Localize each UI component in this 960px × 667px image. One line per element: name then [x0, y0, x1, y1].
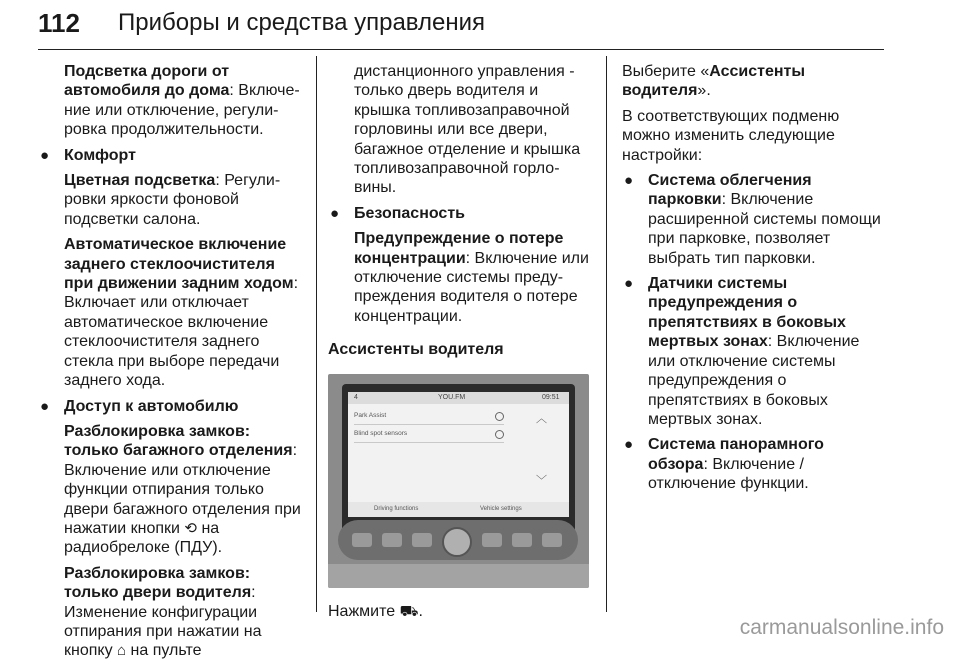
column-divider-2	[606, 56, 607, 612]
paragraph-submenu: В соответствующих подменю можно изменить следующие настройки:	[622, 107, 840, 164]
description: : Включение или отключение, регулировка продолжительности.	[64, 82, 300, 139]
info-icon	[495, 412, 504, 421]
driving-functions-button[interactable]: Driving functions	[374, 505, 419, 512]
page-number: 112	[38, 8, 80, 38]
instruction: Нажмите	[328, 602, 400, 620]
column-2	[328, 62, 594, 627]
column-1	[38, 62, 306, 667]
term: Подсветка дороги от автомобиля до дома	[64, 63, 230, 100]
term: Разблокировка замков: только багажного отделения	[64, 422, 293, 460]
item-title: Безопасность	[354, 204, 465, 222]
description: : Включение расширенной системы помощи при парковке, позволяет выбрать тип парковки.	[648, 191, 881, 267]
menu-row-blind-spot[interactable]	[354, 426, 504, 443]
scroll-down-icon[interactable]: ﹀	[536, 474, 547, 487]
menu-row-label: Park Assist	[354, 411, 387, 419]
item-title: Система панорамного обзора	[648, 436, 824, 473]
header-divider	[38, 49, 884, 50]
page-header	[38, 8, 884, 48]
description: : Регулировки яркости фоновой подсветки салона.	[64, 172, 281, 228]
paragraph-continuation: дистанционного управления - только дверь водителя и крышка топливозаправочной горловины или все двери, багажное отделение и крышка топливозаправочной горловины.	[354, 63, 581, 197]
column-3	[622, 62, 888, 500]
item-title: Комфорт	[64, 146, 136, 164]
bullet-icon: ●	[330, 204, 340, 222]
description: : Изменение конфигурации отпирания при нажатии на кнопку	[64, 584, 262, 660]
paragraph-select	[622, 62, 888, 101]
control-button	[382, 533, 402, 547]
list-item-blind-spot	[622, 274, 888, 429]
control-button	[542, 533, 562, 547]
paragraph-unlock-driver	[38, 564, 306, 661]
instruction-end: .	[418, 602, 423, 620]
list-item-safety	[328, 204, 594, 223]
term: Разблокировка замков: только двери водителя	[64, 564, 252, 602]
list-item-comfort	[38, 146, 306, 165]
description: : Включение или отключение функции отпирания только двери багажного отделения при нажатии кнопки	[64, 442, 301, 537]
list-item-access	[38, 397, 306, 416]
watermark: carmanualsonline.info	[739, 616, 944, 639]
page-title: Приборы и средства управления	[118, 9, 485, 36]
description: : Включение или отключение системы предупреждения водителя о потере концентрации.	[354, 249, 589, 325]
paragraph-ambient-light	[38, 171, 306, 229]
bullet-icon: ●	[624, 275, 634, 293]
control-panel	[338, 520, 578, 560]
item-title: Доступ к автомобилю	[64, 397, 239, 415]
bullet-icon: ●	[40, 397, 50, 415]
control-button	[412, 533, 432, 547]
list-item-park-assist	[622, 171, 888, 268]
bullet-icon: ●	[40, 146, 50, 164]
infotainment-screen-photo	[328, 374, 589, 588]
menu-row-park-assist[interactable]	[354, 408, 504, 425]
menu-row-label: Blind spot sensors	[354, 429, 408, 437]
menu-name: Ассистенты водителя	[622, 63, 806, 100]
key-fob-icon: ⟲	[184, 519, 197, 537]
volume-knob	[442, 527, 472, 557]
description: : Включение / отключение функции.	[648, 455, 809, 493]
control-button	[352, 533, 372, 547]
description: : Включает или отключает автоматическое включение стеклоочистителя заднего стекла при выборе передачи заднего хода.	[64, 275, 299, 390]
dashboard-strip	[328, 564, 589, 588]
term: Предупреждение о потере концентрации	[354, 230, 564, 267]
control-button	[482, 533, 502, 547]
info-icon	[495, 430, 504, 439]
paragraph-rear-wiper	[38, 235, 306, 390]
screen-bottom-bar	[348, 502, 569, 517]
bullet-icon: ●	[624, 436, 634, 454]
vehicle-settings-button[interactable]: Vehicle settings	[480, 505, 522, 512]
instruction-end: ».	[697, 82, 711, 100]
paragraph-unlock-trunk	[38, 422, 306, 558]
paragraph-attention-warning	[328, 229, 594, 326]
bullet-icon: ●	[624, 172, 634, 190]
term: Автоматическое включение заднего стеклоочистителя при движении задним ходом	[64, 236, 294, 293]
control-button	[512, 533, 532, 547]
status-time: 09:51	[542, 393, 560, 401]
description-end: на радиобрелоке (ПДУ).	[64, 519, 223, 557]
section-heading: Ассистенты водителя	[328, 341, 504, 359]
column-divider-1	[316, 56, 317, 612]
screen-display	[348, 392, 569, 517]
description: : Включение или отключение системы предупреждения о препятствиях в боковых мертвых зонах.	[648, 333, 860, 428]
item-title: Система облегчения парковки	[648, 172, 812, 209]
car-icon: ⛟	[399, 602, 419, 620]
status-bar	[348, 392, 569, 404]
remote-button-icon: ⌂	[117, 642, 127, 660]
list-item-panoramic	[622, 435, 888, 493]
instruction: Выберите «	[622, 63, 710, 80]
term: Цветная подсветка	[64, 172, 216, 190]
paragraph-press	[328, 602, 594, 621]
description-end: на пульте	[126, 642, 202, 660]
scroll-up-icon[interactable]: ︿	[536, 412, 547, 425]
status-station: YOU.FM	[438, 393, 466, 401]
status-left: 4	[354, 393, 358, 401]
item-title: Датчики системы предупреждения о препятствиях в боковых мертвых зонах	[648, 275, 846, 351]
paragraph-home-lighting	[38, 62, 306, 140]
